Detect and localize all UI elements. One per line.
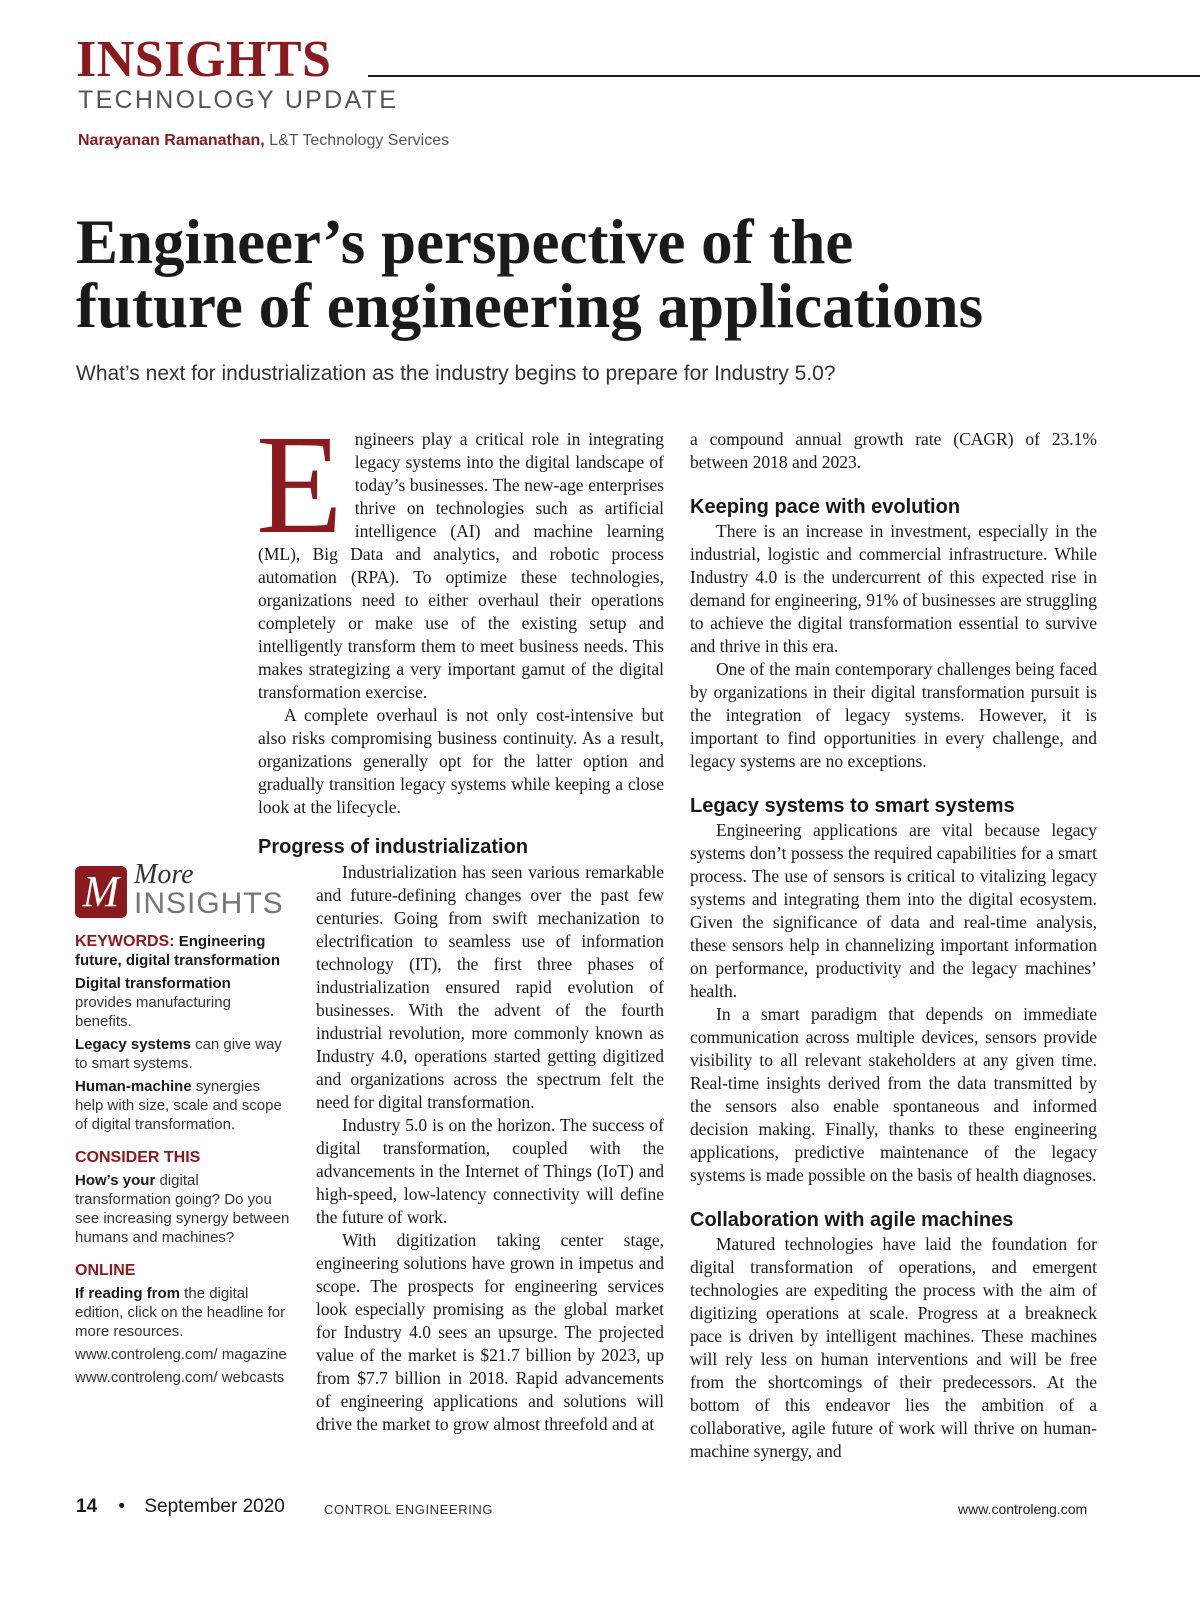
collaboration-paragraph-1: Matured technologies have laid the foundation for digital transformation of operations, and emergent technologies are expediting the process with the aim of digitizing operations at scale. Progress at a breakneck pace is driven by intelligent machines. These machines will rely less on human interventions and will be free from the shortcomings of their predecessors. At the bottom of this endeavor lies the ambition of a collaborative, agile future of work will thrive on human-machine synergy, and xyxy=(690,1234,1097,1461)
sidebar-item-bold: Digital transformation xyxy=(75,975,231,992)
section-subkicker: TECHNOLOGY UPDATE xyxy=(78,86,399,114)
headline xyxy=(76,207,1176,341)
headline-line-2: future of engineering applications xyxy=(76,271,984,341)
article-right-column xyxy=(690,428,1097,1463)
progress-paragraph-2: Industry 5.0 is on the horizon. The success of digital transformation, coupled with the advancements in the Internet of Things (IoT) and high-speed, low-latency connectivity will define the future of work. xyxy=(316,1115,664,1227)
magazine-name: CONTROL ENGINEERING xyxy=(324,1502,494,1517)
sidebar-item-bold: Legacy systems xyxy=(75,1036,191,1053)
footer-folio xyxy=(76,1496,285,1518)
kicker-rule xyxy=(368,75,1200,77)
keeping-paragraph-2: One of the main contemporary challenges being faced by organizations in their digital transformation pursuit is the integration of legacy systems. However, it is important to find opportunities in every challenge, and legacy systems are no exceptions. xyxy=(690,659,1097,771)
keywords-block xyxy=(75,932,290,970)
intro-paragraph-2: A complete overhaul is not only cost-intensive but also risks compromising business continuity. As a result, organizations generally opt for the latter option and gradually transition legacy systems while keeping a close look at the lifecycle. xyxy=(258,705,664,817)
consider-bold: How’s your xyxy=(75,1172,156,1189)
author-name: Narayanan Ramanathan, xyxy=(78,132,265,149)
article-progress-section xyxy=(316,861,664,1436)
sidebar xyxy=(75,932,290,1391)
keywords-label: KEYWORDS: xyxy=(75,933,175,950)
intro-paragraph-1 xyxy=(256,405,664,704)
issue-date: September 2020 xyxy=(144,1496,285,1517)
drop-cap: E xyxy=(256,405,343,563)
footer-url[interactable]: www.controleng.com xyxy=(958,1501,1088,1517)
more-label: More xyxy=(134,859,194,890)
sidebar-item xyxy=(75,974,290,1031)
sidebar-item xyxy=(75,1035,290,1073)
author-affiliation: L&T Technology Services xyxy=(264,132,450,149)
online-rest: the digital edition, click on the headline for more resources. xyxy=(75,1285,286,1340)
sidebar-item-text: can give way to smart systems. xyxy=(75,1036,282,1072)
online-bold: If reading from xyxy=(75,1285,181,1302)
heading-legacy-systems: Legacy systems to smart systems xyxy=(690,795,1015,817)
intro-text-1: ngineers play a critical role in integrating legacy systems into the digital landscape of today’s businesses. The new-age enterprises thrive on technologies such as artificial intelligence (AI) and machine learning (ML), Big Data and analytics, and robotic process automation (RPA). To optimize these technologies, organizations need to either overhaul their operations completely or make use of the existing setup and intelligently transform them to meet business needs. This makes strategizing a very important gamut of the digital transformation exercise. xyxy=(258,429,664,702)
legacy-paragraph-1: Engineering applications are vital because legacy systems don’t possess the required capabilities for a smart process. The use of sensors is critical to vitalizing legacy systems and integrating them into the digital ecosystem. Given the significance of data and real-time analysis, these sensors help in channelizing important information on performance, productivity and the legacy machines’ health. xyxy=(690,820,1097,1001)
folio-bullet: • xyxy=(118,1496,126,1517)
heading-collaboration: Collaboration with agile machines xyxy=(690,1209,1014,1231)
heading-progress-text: Progress of industrialization xyxy=(258,836,529,858)
consider-this-text xyxy=(75,1171,290,1247)
link-webcasts[interactable]: www.controleng.com/ webcasts xyxy=(75,1369,285,1386)
legacy-paragraph-2: In a smart paradigm that depends on immediate communication across multiple devices, sensors provide visibility to all relevant stakeholders at any given time. Real-time insights derived from the data transmitted by the sensors also enable spontaneous and informed decision making. Finally, thanks to these engineering applications, predictive maintenance of the legacy systems is made possible on the basis of health diagnoses. xyxy=(690,1004,1097,1185)
link-magazine[interactable]: www.controleng.com/ magazine xyxy=(75,1346,287,1363)
consider-rest: digital transformation going? Do you see increasing synergy between humans and machines? xyxy=(75,1172,290,1246)
progress-paragraph-3: With digitization taking center stage, engineering solutions have grown in impetus and scope. The prospects for engineering services look especially promising as the global market for Industry 4.0 sees an upsurge. The projected value of the market is $21.7 billion by 2023, up from $7.7 billion in 2018. Rapid advancements of engineering applications and solutions will drive the market to grow almost threefold and at xyxy=(316,1230,664,1434)
article-intro xyxy=(256,405,664,819)
sidebar-item xyxy=(75,1077,290,1134)
section-kicker: INSIGHTS xyxy=(76,31,332,88)
page-number: 14 xyxy=(76,1496,98,1517)
deck: What’s next for industrialization as the industry begins to prepare for Industry 5.0? xyxy=(76,362,836,385)
heading-progress xyxy=(258,834,528,860)
continued-paragraph: a compound annual growth rate (CAGR) of 23.1% between 2018 and 2023. xyxy=(690,429,1097,472)
more-insights-logo: M xyxy=(75,866,127,918)
sidebar-item-text: provides manufacturing benefits. xyxy=(75,994,231,1030)
headline-line-1: Engineer’s perspective of the xyxy=(76,207,854,277)
consider-this-label: CONSIDER THIS xyxy=(75,1149,201,1166)
insights-label: INSIGHTS xyxy=(134,887,284,920)
progress-paragraph-1: Industrialization has seen various remarkable and future-defining changes over the past few centuries. Going from swift mechanization to electrification to seamless use of information technology (IT), the first three phases of industrialization ensured rapid evolution of businesses. With the advent of the fourth industrial revolution, more commonly known as Industry 4.0, operations started getting digitized and organizations across the spectrum felt the need for digital transformation. xyxy=(316,862,664,1112)
keeping-paragraph-1: There is an increase in investment, especially in the industrial, logistic and commercial infrastructure. While Industry 4.0 is the undercurrent of this expected rise in demand for engineering, 91% of businesses are struggling to achieve the digital transformation essential to survive and thrive in this era. xyxy=(690,521,1097,656)
heading-keeping-pace: Keeping pace with evolution xyxy=(690,496,961,518)
sidebar-item-text: synergies help with size, scale and scope of digital transformation. xyxy=(75,1078,282,1133)
online-text xyxy=(75,1284,290,1341)
byline xyxy=(78,132,449,150)
keywords-value: Engineering future, digital transformation xyxy=(75,933,281,969)
sidebar-item-bold: Human-machine xyxy=(75,1078,192,1095)
online-label: ONLINE xyxy=(75,1262,136,1279)
